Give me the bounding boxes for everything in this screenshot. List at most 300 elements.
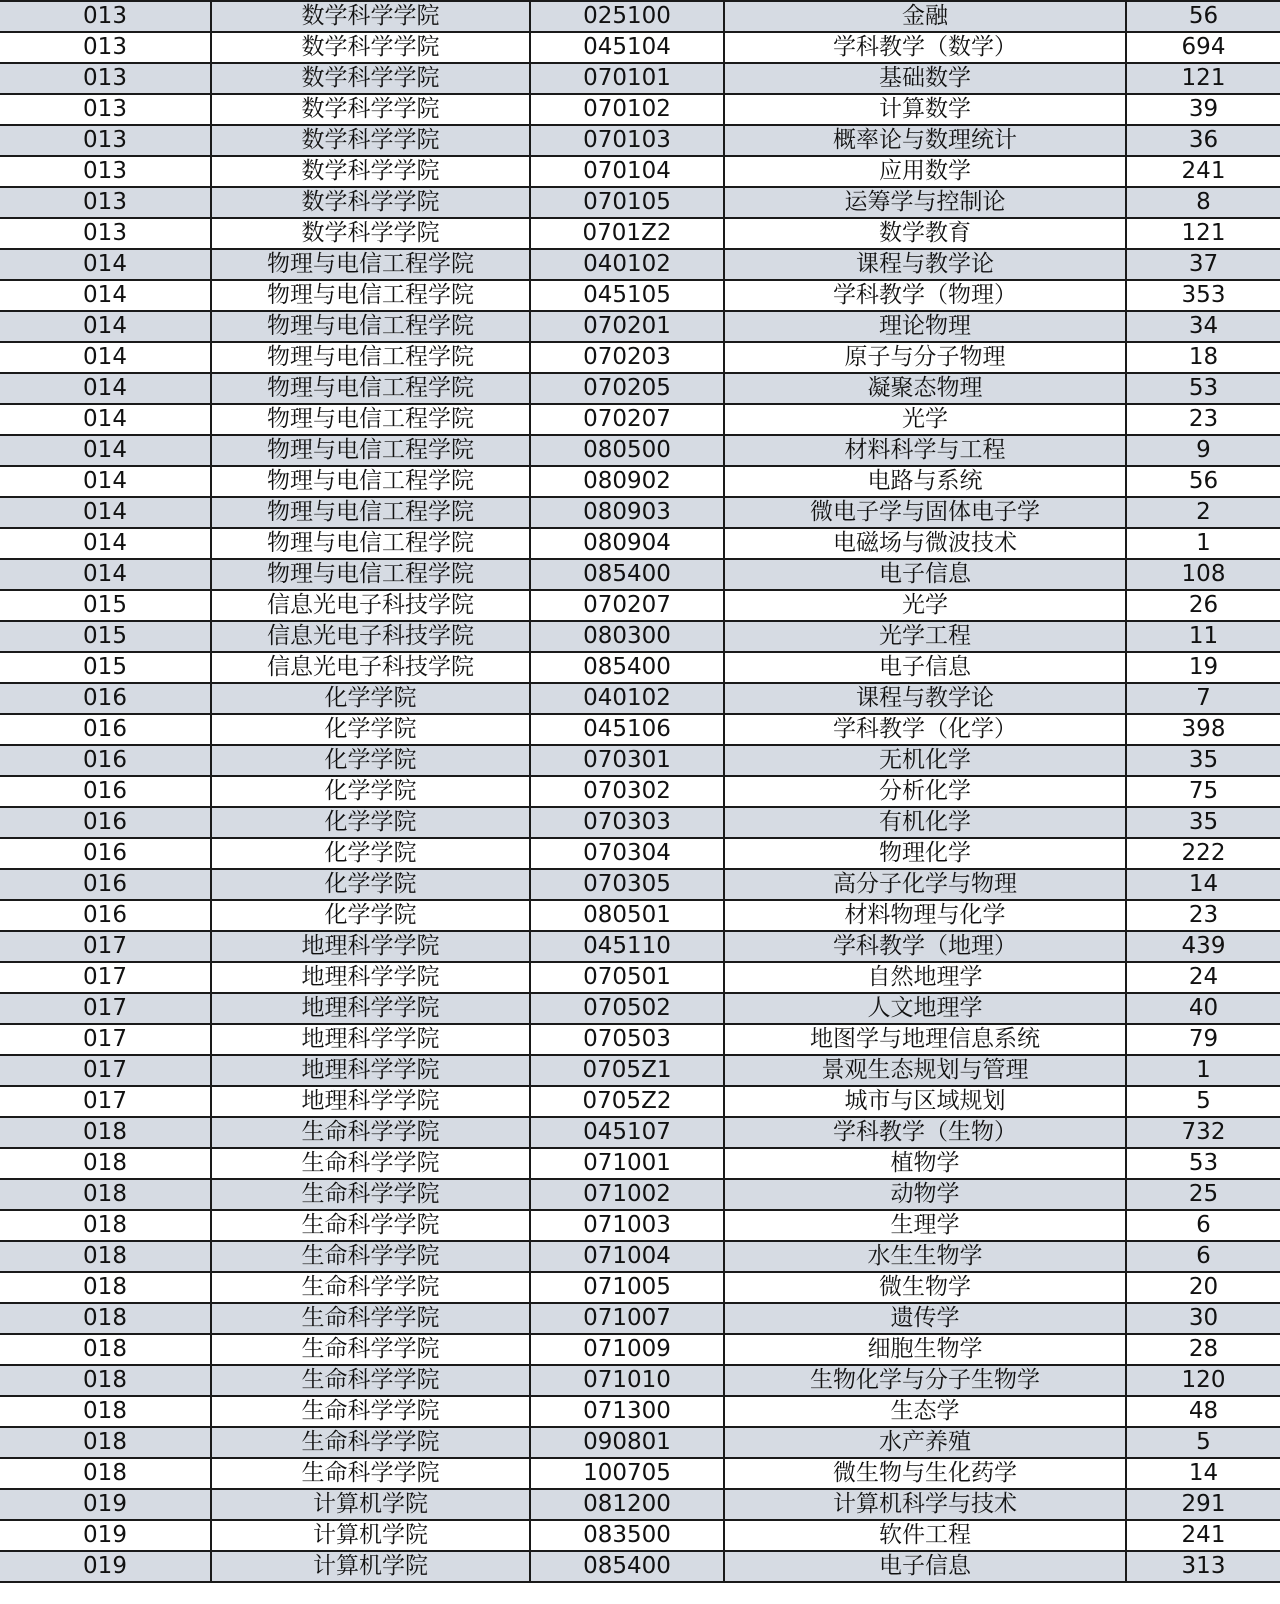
major-code-cell: 080300 xyxy=(530,621,724,652)
college-code-cell: 018 xyxy=(0,1396,211,1427)
count-cell: 18 xyxy=(1126,342,1280,373)
table-row xyxy=(0,218,1280,249)
table-row xyxy=(0,1396,1280,1427)
college-code-cell: 014 xyxy=(0,528,211,559)
major-code-cell: 080903 xyxy=(530,497,724,528)
major-name-cell: 学科教学（物理） xyxy=(724,280,1126,311)
count-cell: 732 xyxy=(1126,1117,1280,1148)
major-code-cell: 070207 xyxy=(530,590,724,621)
count-cell: 25 xyxy=(1126,1179,1280,1210)
college-code-cell: 014 xyxy=(0,373,211,404)
table-row xyxy=(0,1303,1280,1334)
table-row xyxy=(0,838,1280,869)
count-cell: 353 xyxy=(1126,280,1280,311)
major-name-cell: 数学教育 xyxy=(724,218,1126,249)
major-code-cell: 071002 xyxy=(530,1179,724,1210)
major-code-cell: 070201 xyxy=(530,311,724,342)
college-name-cell: 物理与电信工程学院 xyxy=(211,249,530,280)
major-name-cell: 有机化学 xyxy=(724,807,1126,838)
count-cell: 121 xyxy=(1126,218,1280,249)
major-code-cell: 070301 xyxy=(530,745,724,776)
major-code-cell: 040102 xyxy=(530,249,724,280)
college-name-cell: 计算机学院 xyxy=(211,1489,530,1520)
major-name-cell: 光学 xyxy=(724,404,1126,435)
college-code-cell: 013 xyxy=(0,187,211,218)
college-code-cell: 016 xyxy=(0,776,211,807)
major-name-cell: 人文地理学 xyxy=(724,993,1126,1024)
major-code-cell: 070304 xyxy=(530,838,724,869)
table-row xyxy=(0,900,1280,931)
college-name-cell: 化学学院 xyxy=(211,714,530,745)
major-code-cell: 045106 xyxy=(530,714,724,745)
college-code-cell: 018 xyxy=(0,1303,211,1334)
count-cell: 79 xyxy=(1126,1024,1280,1055)
major-name-cell: 课程与教学论 xyxy=(724,249,1126,280)
college-name-cell: 生命科学学院 xyxy=(211,1396,530,1427)
major-name-cell: 电子信息 xyxy=(724,559,1126,590)
major-name-cell: 学科教学（生物） xyxy=(724,1117,1126,1148)
major-code-cell: 090801 xyxy=(530,1427,724,1458)
college-name-cell: 物理与电信工程学院 xyxy=(211,466,530,497)
major-code-cell: 040102 xyxy=(530,683,724,714)
major-code-cell: 080501 xyxy=(530,900,724,931)
college-name-cell: 化学学院 xyxy=(211,807,530,838)
major-name-cell: 计算机科学与技术 xyxy=(724,1489,1126,1520)
table-row xyxy=(0,94,1280,125)
college-code-cell: 016 xyxy=(0,807,211,838)
college-code-cell: 016 xyxy=(0,745,211,776)
college-code-cell: 015 xyxy=(0,621,211,652)
count-cell: 35 xyxy=(1126,745,1280,776)
college-name-cell: 数学科学学院 xyxy=(211,218,530,249)
college-code-cell: 015 xyxy=(0,590,211,621)
major-name-cell: 分析化学 xyxy=(724,776,1126,807)
major-code-cell: 070103 xyxy=(530,125,724,156)
college-name-cell: 物理与电信工程学院 xyxy=(211,311,530,342)
count-cell: 14 xyxy=(1126,1458,1280,1489)
college-code-cell: 014 xyxy=(0,404,211,435)
table-row xyxy=(0,466,1280,497)
table-row xyxy=(0,311,1280,342)
major-code-cell: 0705Z1 xyxy=(530,1055,724,1086)
table-row xyxy=(0,1148,1280,1179)
college-code-cell: 019 xyxy=(0,1551,211,1582)
major-name-cell: 光学 xyxy=(724,590,1126,621)
count-cell: 24 xyxy=(1126,962,1280,993)
major-name-cell: 生物化学与分子生物学 xyxy=(724,1365,1126,1396)
college-name-cell: 地理科学学院 xyxy=(211,1086,530,1117)
college-code-cell: 014 xyxy=(0,435,211,466)
college-name-cell: 物理与电信工程学院 xyxy=(211,528,530,559)
major-code-cell: 0705Z2 xyxy=(530,1086,724,1117)
table-row xyxy=(0,993,1280,1024)
table-row xyxy=(0,280,1280,311)
count-cell: 14 xyxy=(1126,869,1280,900)
major-code-cell: 071003 xyxy=(530,1210,724,1241)
college-name-cell: 物理与电信工程学院 xyxy=(211,497,530,528)
count-cell: 5 xyxy=(1126,1086,1280,1117)
table-row xyxy=(0,714,1280,745)
college-name-cell: 化学学院 xyxy=(211,900,530,931)
count-cell: 36 xyxy=(1126,125,1280,156)
major-code-cell: 085400 xyxy=(530,559,724,590)
count-cell: 9 xyxy=(1126,435,1280,466)
major-name-cell: 金融 xyxy=(724,1,1126,32)
major-name-cell: 微生物学 xyxy=(724,1272,1126,1303)
major-name-cell: 课程与教学论 xyxy=(724,683,1126,714)
table-row xyxy=(0,1055,1280,1086)
table-row xyxy=(0,590,1280,621)
table-row xyxy=(0,156,1280,187)
college-name-cell: 数学科学学院 xyxy=(211,156,530,187)
college-code-cell: 017 xyxy=(0,931,211,962)
count-cell: 40 xyxy=(1126,993,1280,1024)
count-cell: 2 xyxy=(1126,497,1280,528)
table-row xyxy=(0,63,1280,94)
college-code-cell: 013 xyxy=(0,125,211,156)
college-name-cell: 数学科学学院 xyxy=(211,187,530,218)
count-cell: 241 xyxy=(1126,156,1280,187)
college-name-cell: 物理与电信工程学院 xyxy=(211,404,530,435)
table-row xyxy=(0,1458,1280,1489)
table-row xyxy=(0,373,1280,404)
major-code-cell: 070102 xyxy=(530,94,724,125)
major-code-cell: 045105 xyxy=(530,280,724,311)
college-name-cell: 数学科学学院 xyxy=(211,125,530,156)
table-row xyxy=(0,1551,1280,1582)
count-cell: 8 xyxy=(1126,187,1280,218)
college-code-cell: 016 xyxy=(0,838,211,869)
college-code-cell: 013 xyxy=(0,94,211,125)
college-code-cell: 016 xyxy=(0,714,211,745)
table-row xyxy=(0,1024,1280,1055)
count-cell: 7 xyxy=(1126,683,1280,714)
college-name-cell: 生命科学学院 xyxy=(211,1179,530,1210)
college-code-cell: 017 xyxy=(0,1055,211,1086)
table-row xyxy=(0,1117,1280,1148)
major-code-cell: 080904 xyxy=(530,528,724,559)
count-cell: 75 xyxy=(1126,776,1280,807)
count-cell: 694 xyxy=(1126,32,1280,63)
major-code-cell: 081200 xyxy=(530,1489,724,1520)
college-code-cell: 018 xyxy=(0,1210,211,1241)
major-name-cell: 水产养殖 xyxy=(724,1427,1126,1458)
table-row xyxy=(0,497,1280,528)
table-row xyxy=(0,1365,1280,1396)
major-code-cell: 071007 xyxy=(530,1303,724,1334)
college-code-cell: 014 xyxy=(0,342,211,373)
major-name-cell: 生态学 xyxy=(724,1396,1126,1427)
major-code-cell: 045110 xyxy=(530,931,724,962)
major-code-cell: 070104 xyxy=(530,156,724,187)
major-name-cell: 水生生物学 xyxy=(724,1241,1126,1272)
college-name-cell: 物理与电信工程学院 xyxy=(211,435,530,466)
count-cell: 30 xyxy=(1126,1303,1280,1334)
college-name-cell: 化学学院 xyxy=(211,869,530,900)
table-row xyxy=(0,342,1280,373)
college-name-cell: 计算机学院 xyxy=(211,1520,530,1551)
major-code-cell: 080902 xyxy=(530,466,724,497)
college-name-cell: 生命科学学院 xyxy=(211,1210,530,1241)
college-name-cell: 生命科学学院 xyxy=(211,1117,530,1148)
college-name-cell: 生命科学学院 xyxy=(211,1148,530,1179)
college-name-cell: 化学学院 xyxy=(211,745,530,776)
college-code-cell: 013 xyxy=(0,218,211,249)
table-row xyxy=(0,683,1280,714)
college-code-cell: 014 xyxy=(0,280,211,311)
college-name-cell: 生命科学学院 xyxy=(211,1334,530,1365)
count-cell: 241 xyxy=(1126,1520,1280,1551)
college-name-cell: 生命科学学院 xyxy=(211,1458,530,1489)
college-name-cell: 数学科学学院 xyxy=(211,32,530,63)
major-name-cell: 光学工程 xyxy=(724,621,1126,652)
count-cell: 439 xyxy=(1126,931,1280,962)
college-code-cell: 016 xyxy=(0,869,211,900)
college-code-cell: 014 xyxy=(0,466,211,497)
college-name-cell: 生命科学学院 xyxy=(211,1303,530,1334)
college-name-cell: 地理科学学院 xyxy=(211,1055,530,1086)
major-name-cell: 软件工程 xyxy=(724,1520,1126,1551)
college-code-cell: 013 xyxy=(0,63,211,94)
college-code-cell: 017 xyxy=(0,962,211,993)
major-name-cell: 地图学与地理信息系统 xyxy=(724,1024,1126,1055)
major-code-cell: 070205 xyxy=(530,373,724,404)
college-code-cell: 019 xyxy=(0,1489,211,1520)
college-name-cell: 地理科学学院 xyxy=(211,931,530,962)
major-code-cell: 100705 xyxy=(530,1458,724,1489)
table-row xyxy=(0,32,1280,63)
major-name-cell: 遗传学 xyxy=(724,1303,1126,1334)
count-cell: 53 xyxy=(1126,1148,1280,1179)
count-cell: 48 xyxy=(1126,1396,1280,1427)
college-code-cell: 014 xyxy=(0,559,211,590)
college-name-cell: 物理与电信工程学院 xyxy=(211,280,530,311)
table-row xyxy=(0,559,1280,590)
major-name-cell: 物理化学 xyxy=(724,838,1126,869)
table-row xyxy=(0,1179,1280,1210)
major-name-cell: 自然地理学 xyxy=(724,962,1126,993)
major-code-cell: 071009 xyxy=(530,1334,724,1365)
college-code-cell: 019 xyxy=(0,1520,211,1551)
major-code-cell: 071004 xyxy=(530,1241,724,1272)
major-name-cell: 电磁场与微波技术 xyxy=(724,528,1126,559)
college-code-cell: 018 xyxy=(0,1148,211,1179)
college-code-cell: 018 xyxy=(0,1458,211,1489)
table-row xyxy=(0,1334,1280,1365)
major-name-cell: 植物学 xyxy=(724,1148,1126,1179)
college-code-cell: 016 xyxy=(0,900,211,931)
table-row xyxy=(0,1210,1280,1241)
major-code-cell: 025100 xyxy=(530,1,724,32)
major-name-cell: 凝聚态物理 xyxy=(724,373,1126,404)
major-code-cell: 080500 xyxy=(530,435,724,466)
major-code-cell: 070203 xyxy=(530,342,724,373)
college-code-cell: 018 xyxy=(0,1427,211,1458)
table-row xyxy=(0,1489,1280,1520)
major-code-cell: 071300 xyxy=(530,1396,724,1427)
count-cell: 23 xyxy=(1126,900,1280,931)
table-row xyxy=(0,807,1280,838)
college-name-cell: 信息光电子科技学院 xyxy=(211,652,530,683)
college-name-cell: 物理与电信工程学院 xyxy=(211,373,530,404)
major-code-cell: 085400 xyxy=(530,1551,724,1582)
college-code-cell: 018 xyxy=(0,1334,211,1365)
major-code-cell: 070501 xyxy=(530,962,724,993)
table-row xyxy=(0,187,1280,218)
table-row xyxy=(0,745,1280,776)
count-cell: 28 xyxy=(1126,1334,1280,1365)
college-name-cell: 物理与电信工程学院 xyxy=(211,559,530,590)
table-row xyxy=(0,962,1280,993)
table-row xyxy=(0,404,1280,435)
major-name-cell: 电路与系统 xyxy=(724,466,1126,497)
college-code-cell: 018 xyxy=(0,1272,211,1303)
major-code-cell: 0701Z2 xyxy=(530,218,724,249)
table-row xyxy=(0,1086,1280,1117)
count-cell: 222 xyxy=(1126,838,1280,869)
major-name-cell: 应用数学 xyxy=(724,156,1126,187)
table-row xyxy=(0,249,1280,280)
table-row xyxy=(0,435,1280,466)
college-name-cell: 化学学院 xyxy=(211,838,530,869)
college-name-cell: 地理科学学院 xyxy=(211,962,530,993)
table-row xyxy=(0,1272,1280,1303)
major-name-cell: 原子与分子物理 xyxy=(724,342,1126,373)
college-code-cell: 017 xyxy=(0,1024,211,1055)
table-row xyxy=(0,652,1280,683)
count-cell: 35 xyxy=(1126,807,1280,838)
college-code-cell: 017 xyxy=(0,993,211,1024)
major-code-cell: 070105 xyxy=(530,187,724,218)
major-name-cell: 学科教学（化学） xyxy=(724,714,1126,745)
college-name-cell: 生命科学学院 xyxy=(211,1427,530,1458)
count-cell: 11 xyxy=(1126,621,1280,652)
major-name-cell: 材料科学与工程 xyxy=(724,435,1126,466)
major-code-cell: 071001 xyxy=(530,1148,724,1179)
table-row xyxy=(0,1520,1280,1551)
count-cell: 1 xyxy=(1126,528,1280,559)
college-code-cell: 014 xyxy=(0,311,211,342)
major-name-cell: 学科教学（数学） xyxy=(724,32,1126,63)
college-code-cell: 018 xyxy=(0,1241,211,1272)
college-code-cell: 014 xyxy=(0,249,211,280)
count-cell: 37 xyxy=(1126,249,1280,280)
table-row xyxy=(0,869,1280,900)
major-code-cell: 070302 xyxy=(530,776,724,807)
count-cell: 26 xyxy=(1126,590,1280,621)
college-name-cell: 地理科学学院 xyxy=(211,993,530,1024)
major-name-cell: 概率论与数理统计 xyxy=(724,125,1126,156)
major-code-cell: 070101 xyxy=(530,63,724,94)
college-name-cell: 信息光电子科技学院 xyxy=(211,590,530,621)
count-cell: 120 xyxy=(1126,1365,1280,1396)
major-name-cell: 基础数学 xyxy=(724,63,1126,94)
major-code-cell: 045107 xyxy=(530,1117,724,1148)
major-code-cell: 085400 xyxy=(530,652,724,683)
college-name-cell: 生命科学学院 xyxy=(211,1241,530,1272)
college-name-cell: 化学学院 xyxy=(211,683,530,714)
college-name-cell: 数学科学学院 xyxy=(211,63,530,94)
major-name-cell: 细胞生物学 xyxy=(724,1334,1126,1365)
count-cell: 56 xyxy=(1126,466,1280,497)
count-cell: 56 xyxy=(1126,1,1280,32)
college-code-cell: 015 xyxy=(0,652,211,683)
college-name-cell: 数学科学学院 xyxy=(211,94,530,125)
count-cell: 291 xyxy=(1126,1489,1280,1520)
college-code-cell: 018 xyxy=(0,1117,211,1148)
table-row xyxy=(0,125,1280,156)
count-cell: 39 xyxy=(1126,94,1280,125)
major-name-cell: 微电子学与固体电子学 xyxy=(724,497,1126,528)
major-name-cell: 城市与区域规划 xyxy=(724,1086,1126,1117)
college-name-cell: 生命科学学院 xyxy=(211,1365,530,1396)
major-code-cell: 070502 xyxy=(530,993,724,1024)
major-code-cell: 070305 xyxy=(530,869,724,900)
college-name-cell: 数学科学学院 xyxy=(211,1,530,32)
count-cell: 6 xyxy=(1126,1241,1280,1272)
major-name-cell: 生理学 xyxy=(724,1210,1126,1241)
college-name-cell: 生命科学学院 xyxy=(211,1272,530,1303)
major-name-cell: 理论物理 xyxy=(724,311,1126,342)
college-code-cell: 016 xyxy=(0,683,211,714)
major-name-cell: 运筹学与控制论 xyxy=(724,187,1126,218)
major-code-cell: 083500 xyxy=(530,1520,724,1551)
major-code-cell: 070207 xyxy=(530,404,724,435)
major-code-cell: 070503 xyxy=(530,1024,724,1055)
major-code-cell: 070303 xyxy=(530,807,724,838)
table-row xyxy=(0,621,1280,652)
major-name-cell: 景观生态规划与管理 xyxy=(724,1055,1126,1086)
college-code-cell: 018 xyxy=(0,1179,211,1210)
table-body xyxy=(0,1,1280,1582)
major-name-cell: 动物学 xyxy=(724,1179,1126,1210)
college-name-cell: 计算机学院 xyxy=(211,1551,530,1582)
table-row xyxy=(0,1241,1280,1272)
count-cell: 20 xyxy=(1126,1272,1280,1303)
college-code-cell: 014 xyxy=(0,497,211,528)
college-code-cell: 013 xyxy=(0,1,211,32)
major-name-cell: 材料物理与化学 xyxy=(724,900,1126,931)
college-code-cell: 018 xyxy=(0,1365,211,1396)
college-name-cell: 物理与电信工程学院 xyxy=(211,342,530,373)
table-row xyxy=(0,1427,1280,1458)
major-name-cell: 无机化学 xyxy=(724,745,1126,776)
table-row xyxy=(0,528,1280,559)
major-code-cell: 071005 xyxy=(530,1272,724,1303)
major-name-cell: 电子信息 xyxy=(724,652,1126,683)
major-code-cell: 045104 xyxy=(530,32,724,63)
count-cell: 53 xyxy=(1126,373,1280,404)
count-cell: 108 xyxy=(1126,559,1280,590)
college-name-cell: 信息光电子科技学院 xyxy=(211,621,530,652)
count-cell: 313 xyxy=(1126,1551,1280,1582)
count-cell: 121 xyxy=(1126,63,1280,94)
table-row xyxy=(0,1,1280,32)
major-name-cell: 高分子化学与物理 xyxy=(724,869,1126,900)
count-cell: 398 xyxy=(1126,714,1280,745)
college-code-cell: 017 xyxy=(0,1086,211,1117)
college-code-cell: 013 xyxy=(0,32,211,63)
college-code-cell: 013 xyxy=(0,156,211,187)
count-cell: 34 xyxy=(1126,311,1280,342)
major-name-cell: 微生物与生化药学 xyxy=(724,1458,1126,1489)
college-name-cell: 地理科学学院 xyxy=(211,1024,530,1055)
count-cell: 5 xyxy=(1126,1427,1280,1458)
major-name-cell: 电子信息 xyxy=(724,1551,1126,1582)
major-code-cell: 071010 xyxy=(530,1365,724,1396)
count-cell: 6 xyxy=(1126,1210,1280,1241)
major-name-cell: 学科教学（地理） xyxy=(724,931,1126,962)
